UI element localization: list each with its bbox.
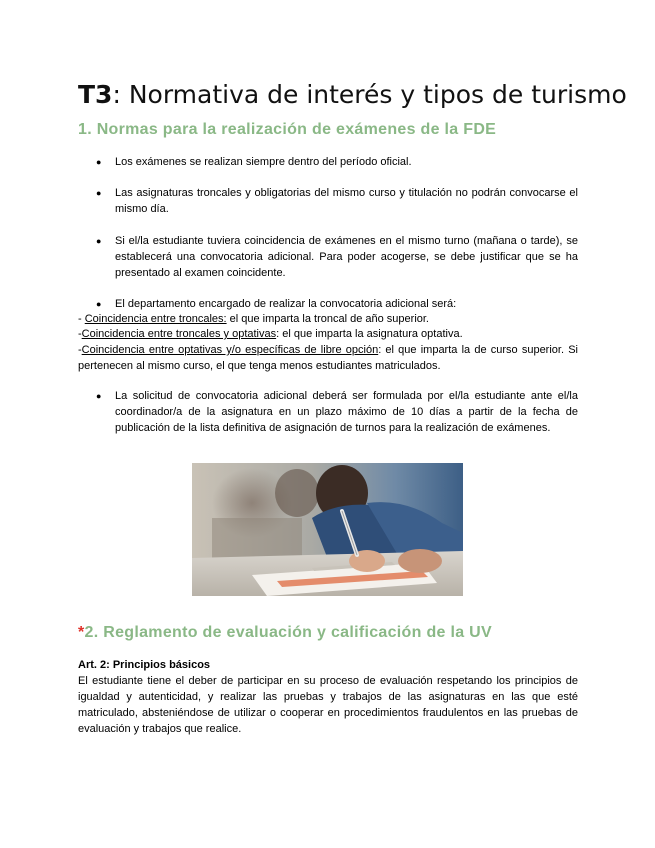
bullet-text: Los exámenes se realizan siempre dentro del período oficial. (115, 156, 412, 168)
bullet-item (96, 388, 578, 436)
article-title: Art. 2: Principios básicos (78, 659, 211, 671)
section-2-heading-text: 2. Reglamento de evaluación y calificación de la UV (84, 624, 492, 641)
bullet-text: Si el/la estudiante tuviera coincidencia de exámenes en el mismo turno (mañana o tarde), se establecerá una convocatoria adicional. Para poder acogerse, se debe justificar que se ha presentado al examen coincidente. (115, 235, 578, 279)
exam-photo (192, 463, 463, 596)
exam-photo-image (192, 463, 463, 596)
bullet-item (96, 233, 578, 281)
page-title (78, 78, 627, 112)
sub-item-prefix: - (78, 344, 82, 356)
bullet-item (96, 296, 578, 312)
title-text: : Normativa de interés y tipos de turismo (112, 80, 627, 109)
bullet-icon: ● (96, 236, 102, 246)
bullet-icon: ● (96, 157, 102, 167)
bullet-icon: ● (96, 299, 102, 309)
important-star-marker: * (78, 624, 85, 641)
bullet-text: El departamento encargado de realizar la convocatoria adicional será: (115, 298, 457, 310)
sub-item-text: : el que imparta la asignatura optativa. (276, 328, 463, 340)
sub-item (78, 326, 578, 342)
sub-item-label: Coincidencia entre optativas y/o específicas de libre opción (81, 344, 379, 356)
section-2-heading (78, 624, 492, 642)
bullet-icon: ● (96, 391, 102, 401)
sub-item-text: : el que imparta la de curso superior. Si pertenecen al mismo curso, el que tenga menos estudiantes matriculados. (78, 344, 578, 372)
bullet-icon: ● (96, 188, 102, 198)
bullet-item (96, 154, 578, 170)
sub-item-prefix: - (78, 313, 85, 325)
bullet-item (96, 185, 578, 217)
article-body: El estudiante tiene el deber de participar en su proceso de evaluación respetando los principios de igualdad y autenticidad, y realizar las pruebas y trabajos de las asignaturas en las que esté matriculado, absteniéndose de utilizar o cooperar en procedimientos fraudulentos en las pruebas de evaluación y trabajos que realice. (78, 675, 578, 735)
sub-item-label: Coincidencia entre troncales y optativas (81, 328, 277, 340)
bullet-text: La solicitud de convocatoria adicional deberá ser formulada por el/la estudiante ante el/la coordinador/a de la asignatura en un plazo máximo de 10 días a partir de la fecha de publicación de la lista definitiva de asignación de turnos para la realización de exámenes. (115, 390, 578, 434)
bullet-text: Las asignaturas troncales y obligatorias del mismo curso y titulación no podrán convocarse el mismo día. (115, 187, 578, 215)
sub-item-label: Coincidencia entre troncales: (84, 313, 227, 325)
sub-item (78, 311, 578, 327)
section-1-heading: 1. Normas para la realización de exámenes de la FDE (78, 121, 497, 138)
sub-item-prefix: - (78, 328, 82, 340)
sub-item (78, 342, 578, 374)
sub-item-text: el que imparta la troncal de año superior. (226, 313, 429, 325)
title-code: T3 (78, 80, 113, 109)
